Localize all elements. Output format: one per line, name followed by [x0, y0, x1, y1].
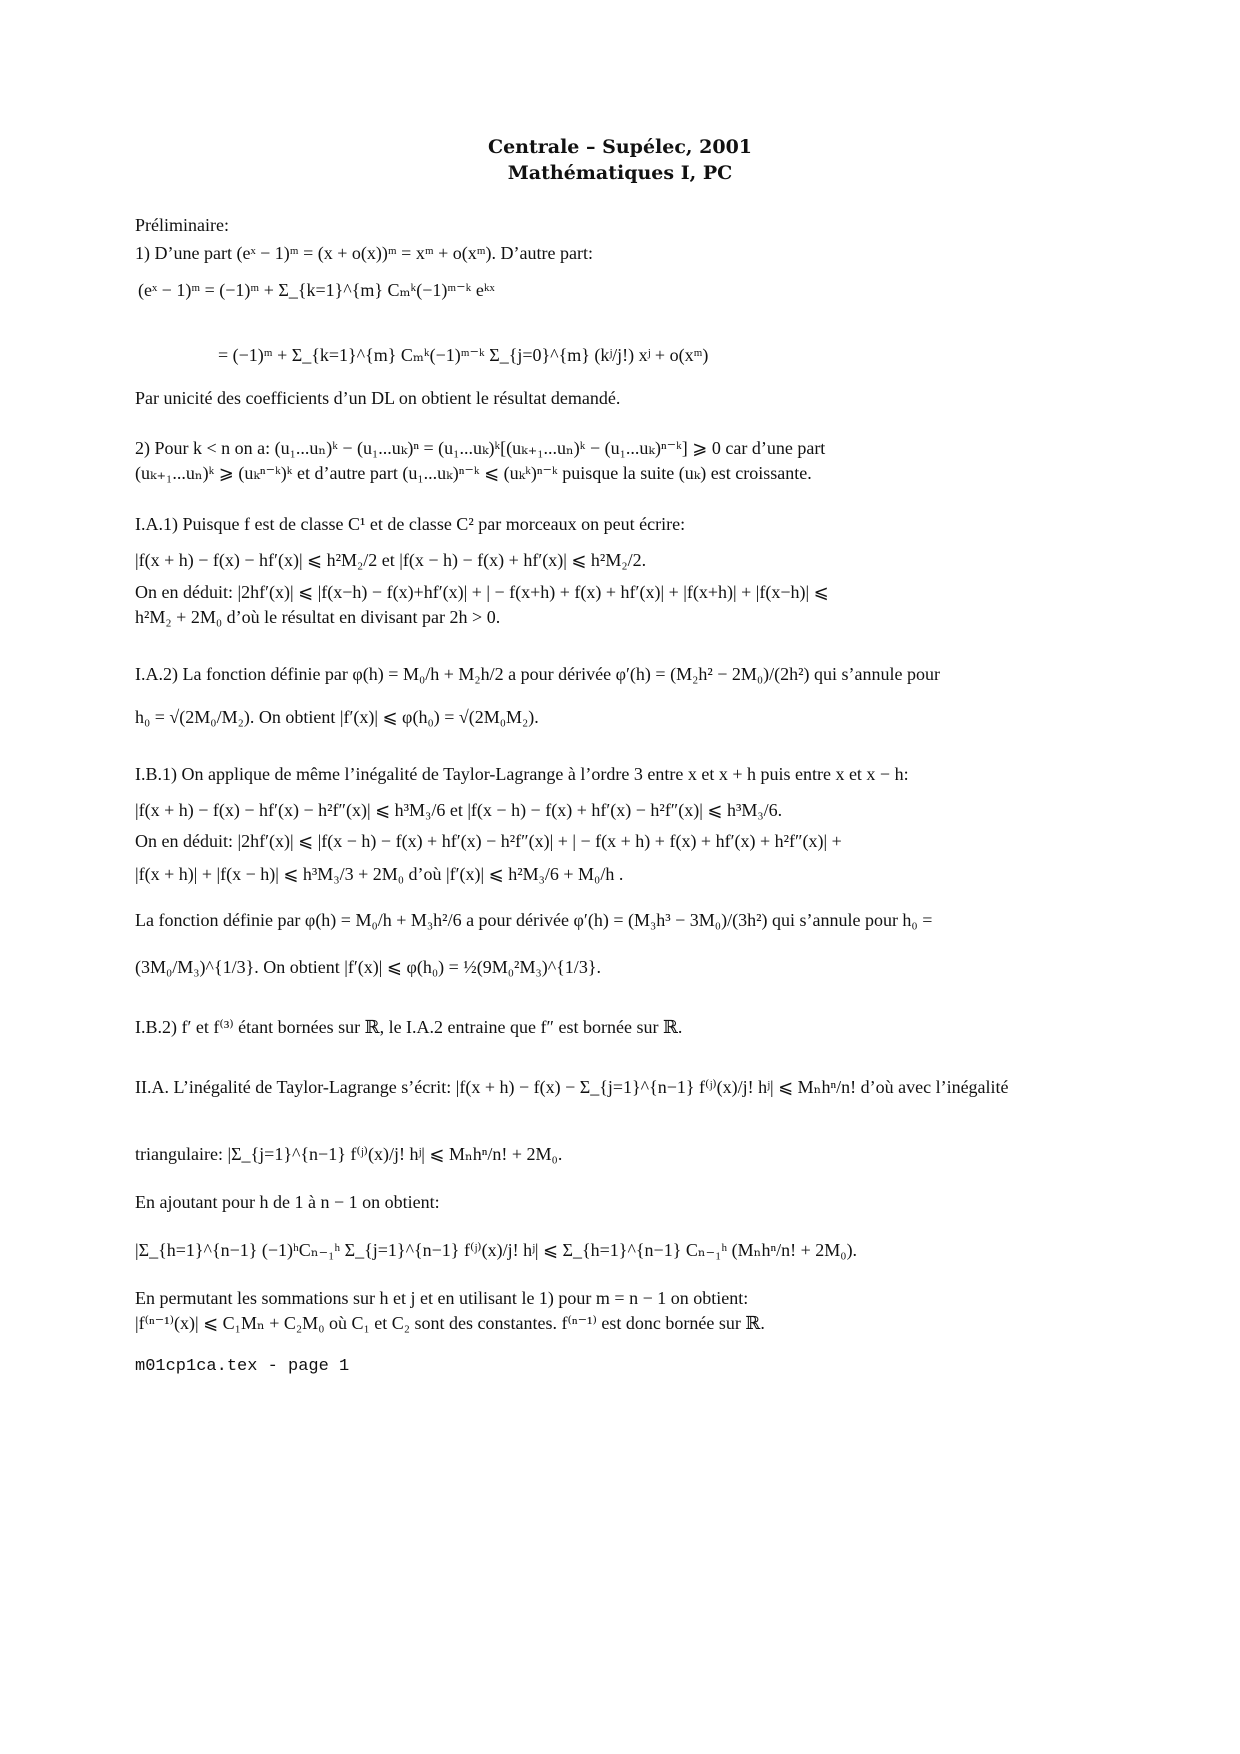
title-line-2: Mathématiques I, PC [507, 162, 733, 184]
IB1-line-1: I.B.1) On applique de même l’inégalité de Taylor-Lagrange à l’ordre 3 entre x et x + h puis entre x et x − h: [135, 764, 909, 784]
footer-file-label: m01cp1ca.tex - page 1 [135, 1357, 350, 1376]
IB1-line-4: |f(x + h)| + |f(x − h)| ⩽ h³M₃/3 + 2M₀ d’où |f′(x)| ⩽ h²M₃/6 + M₀/h . [135, 864, 624, 884]
IA1-line-4: h²M₂ + 2M₀ d’où le résultat en divisant par 2h > 0. [135, 607, 501, 627]
IA2-line-2: h₀ = √(2M₀/M₂). On obtient |f′(x)| ⩽ φ(h₀) = √(2M₀M₂). [135, 707, 539, 727]
IIA-line-2: triangulaire: |Σ_{j=1}^{n−1} f⁽ʲ⁾(x)/j! hʲ| ⩽ Mₙhⁿ/n! + 2M₀. [135, 1144, 563, 1164]
IA1-line-2: |f(x + h) − f(x) − hf′(x)| ⩽ h²M₂/2 et |f(x − h) − f(x) + hf′(x)| ⩽ h²M₂/2. [135, 550, 647, 570]
IIA-line-3: En ajoutant pour h de 1 à n − 1 on obtient: [135, 1192, 440, 1212]
title-line-1: Centrale – Supélec, 2001 [487, 136, 753, 158]
prelim-1-equation-2: = (−1)ᵐ + Σ_{k=1}^{m} Cₘᵏ(−1)ᵐ⁻ᵏ Σ_{j=0}^{m} (kʲ/j!) xʲ + o(xᵐ) [218, 345, 709, 365]
IB1-line-2: |f(x + h) − f(x) − hf′(x) − h²f″(x)| ⩽ h³M₃/6 et |f(x − h) − f(x) + hf′(x) − h²f″(x)| ⩽ h³M₃/6. [135, 800, 783, 820]
IB1-line-5: La fonction définie par φ(h) = M₀/h + M₃h²/6 a pour dérivée φ′(h) = (M₃h³ − 3M₀)/(3h²) qui s’annule pour h₀ = [135, 910, 933, 930]
preliminary-heading: Préliminaire: [135, 215, 229, 235]
prelim-1-equation-1: (eˣ − 1)ᵐ = (−1)ᵐ + Σ_{k=1}^{m} Cₘᵏ(−1)ᵐ⁻ᵏ eᵏˣ [138, 280, 495, 300]
IIA-line-5: En permutant les sommations sur h et j et en utilisant le 1) pour m = n − 1 on obtient: [135, 1288, 749, 1308]
prelim-2-line-2: (uₖ₊₁...uₙ)ᵏ ⩾ (uₖⁿ⁻ᵏ)ᵏ et d’autre part (u₁...uₖ)ⁿ⁻ᵏ ⩽ (uₖᵏ)ⁿ⁻ᵏ puisque la suite (uₖ) est croissante. [135, 463, 812, 483]
prelim-2-line-1: 2) Pour k < n on a: (u₁...uₙ)ᵏ − (u₁...uₖ)ⁿ = (u₁...uₖ)ᵏ[(uₖ₊₁...uₙ)ᵏ − (u₁...uₖ)ⁿ⁻ᵏ] ⩾ 0 car d’une part [135, 438, 826, 458]
IB1-line-3: On en déduit: |2hf′(x)| ⩽ |f(x − h) − f(x) + hf′(x) − h²f″(x)| + | − f(x + h) + f(x) + hf′(x) + h²f″(x)| + [135, 831, 842, 851]
IA1-line-3: On en déduit: |2hf′(x)| ⩽ |f(x−h) − f(x)+hf′(x)| + | − f(x+h) + f(x) + hf′(x)| + |f(x+h)| + |f(x−h)| ⩽ [135, 582, 829, 602]
IB1-line-6: (3M₀/M₃)^{1/3}. On obtient |f′(x)| ⩽ φ(h₀) = ½(9M₀²M₃)^{1/3}. [135, 957, 601, 977]
IIA-line-4: |Σ_{h=1}^{n−1} (−1)ʰCₙ₋₁ʰ Σ_{j=1}^{n−1} f⁽ʲ⁾(x)/j! hʲ| ⩽ Σ_{h=1}^{n−1} Cₙ₋₁ʰ (Mₙhⁿ/n! + 2M₀). [135, 1240, 858, 1260]
IA2-line-1: I.A.2) La fonction définie par φ(h) = M₀/h + M₂h/2 a pour dérivée φ′(h) = (M₂h² − 2M₀)/(2h²) qui s’annule pour [135, 664, 941, 684]
IA1-line-1: I.A.1) Puisque f est de classe C¹ et de classe C² par morceaux on peut écrire: [135, 514, 686, 534]
IIA-line-1: II.A. L’inégalité de Taylor-Lagrange s’écrit: |f(x + h) − f(x) − Σ_{j=1}^{n−1} f⁽ʲ⁾(x)/j! hʲ| ⩽ Mₙhⁿ/n! d’où avec l’inégalité [135, 1077, 1009, 1097]
IIA-line-6: |f⁽ⁿ⁻¹⁾(x)| ⩽ C₁Mₙ + C₂M₀ où C₁ et C₂ sont des constantes. f⁽ⁿ⁻¹⁾ est donc bornée sur ℝ. [135, 1313, 765, 1333]
IB2-line-1: I.B.2) f′ et f⁽³⁾ étant bornées sur ℝ, le I.A.2 entraine que f″ est bornée sur ℝ. [135, 1017, 683, 1037]
prelim-1-intro: 1) D’une part (eˣ − 1)ᵐ = (x + o(x))ᵐ = xᵐ + o(xᵐ). D’autre part: [135, 243, 594, 263]
prelim-1-conclusion: Par unicité des coefficients d’un DL on obtient le résultat demandé. [135, 388, 621, 408]
